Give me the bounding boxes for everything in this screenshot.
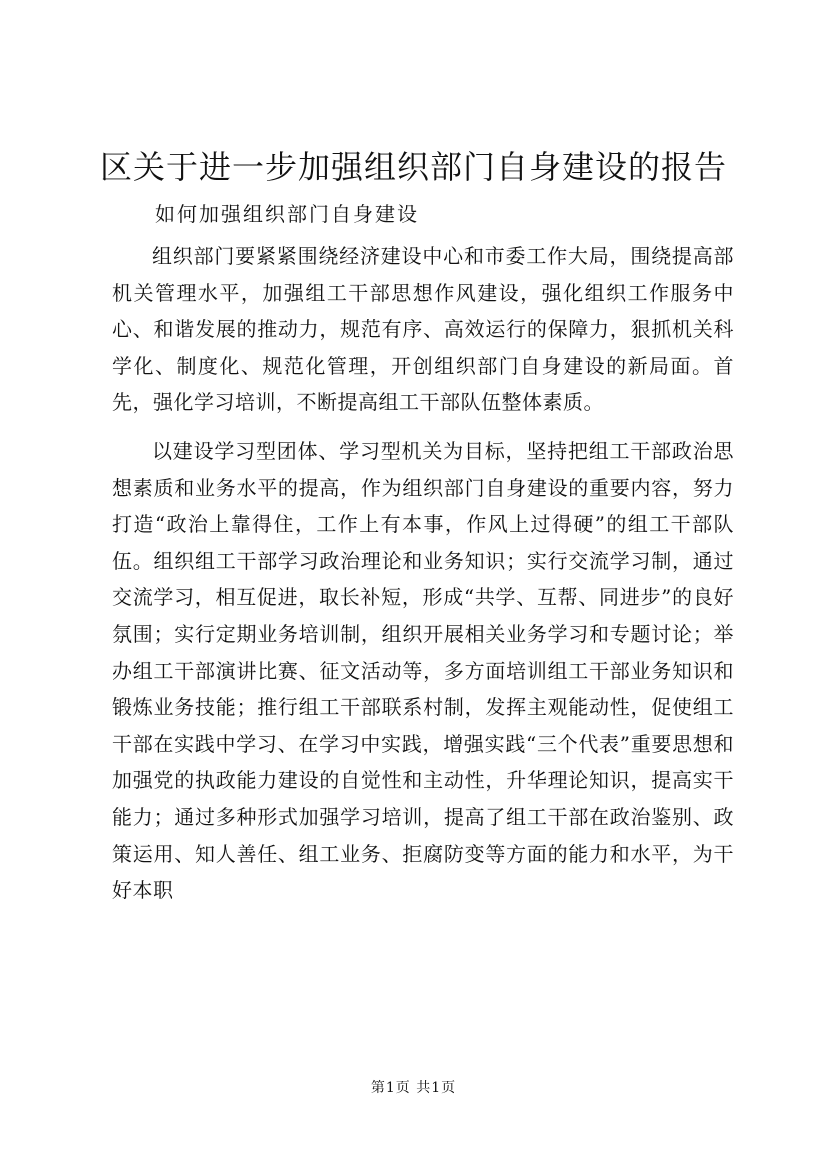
document-subtitle: 如何加强组织部门自身建设 bbox=[155, 202, 419, 226]
page-number-footer: 第1页 共1页 bbox=[370, 1080, 457, 1096]
body-paragraph: 以建设学习型团体、学习型机关为目标，坚持把组工干部政治思想素质和业务水平的提高，作为组织部门自身建设的重要内容，努力打造“政治上靠得住，工作上有本事，作风上过得硬”的组工干部队伍。组织组工干部学习政治理论和业务知识；实行交流学习制，通过交流学习，相互促进，取长补短，形成“共学、互帮、同进步”的良好氛围；实行定期业务培训制，组织开展相关业务学习和专题讨论；举办组工干部演讲比赛、征文活动等，多方面培训组工干部业务知识和锻炼业务技能；推行组工干部联系村制，发挥主观能动性，促使组工干部在实践中学习、在学习中实践，增强实践“三个代表”重要思想和加强党的执政能力建设的自觉性和主动性，升华理论知识，提高实干能力；通过多种形式加强学习培训，提高了组工干部在政治鉴别、政策运用、知人善任、组工业务、拒腐防变等方面的能力和水平，为干好本职 bbox=[112, 438, 734, 903]
document-title: 区关于进一步加强组织部门自身建设的报告 bbox=[99, 148, 727, 186]
body-paragraph: 组织部门要紧紧围绕经济建设中心和市委工作大局，围绕提高部机关管理水平，加强组工干部思想作风建设，强化组织工作服务中心、和谐发展的推动力，规范有序、高效运行的保障力，狠抓机关科学化、制度化、规范化管理，开创组织部门自身建设的新局面。首先，强化学习培训，不断提高组工干部队伍整体素质。 bbox=[112, 244, 734, 415]
document-body bbox=[112, 238, 734, 909]
